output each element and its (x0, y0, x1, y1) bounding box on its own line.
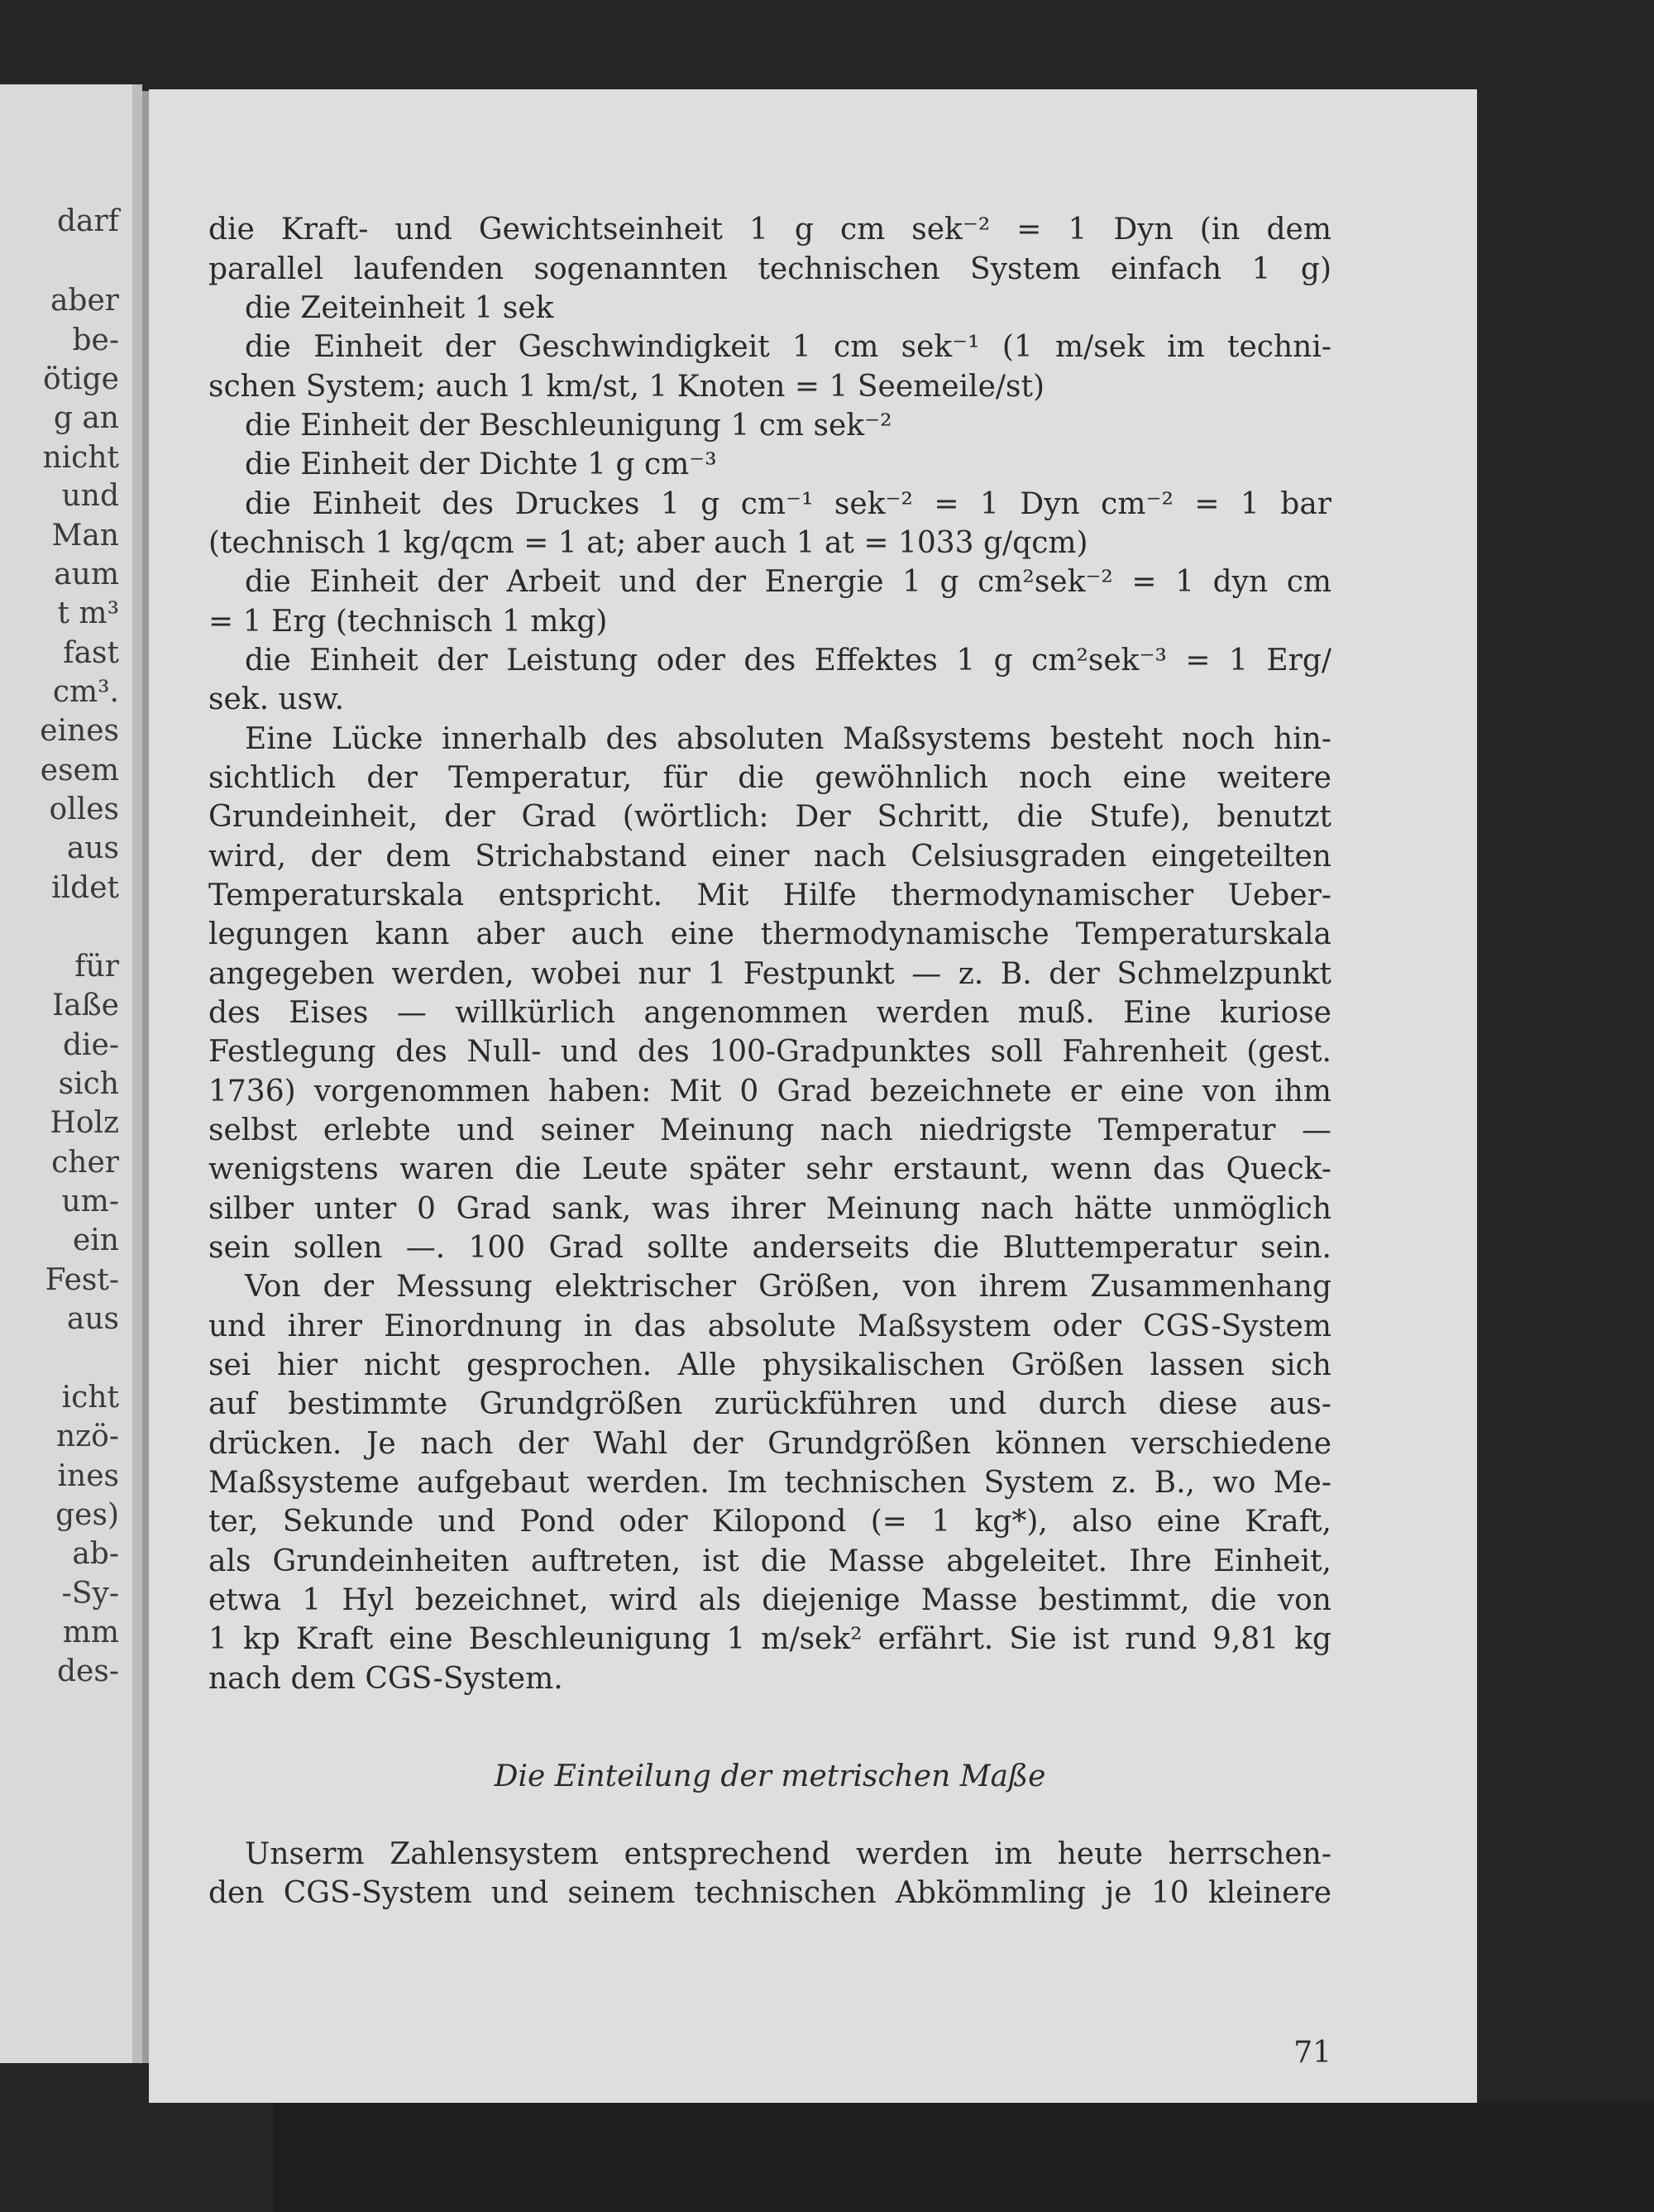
text-line: die Einheit des Druckes 1 g cm⁻¹ sek⁻² = 1 Dyn cm⁻² = 1 bar (245, 487, 1331, 521)
text-line: die Zeiteinheit 1 sek (245, 291, 554, 325)
text-line: 1 kp Kraft eine Beschleunigung 1 m/sek² erfährt. Sie ist rund 9,81 kg (208, 1622, 1331, 1656)
text-line: schen System; auch 1 km/st, 1 Knoten = 1 Seemeile/st) (208, 370, 1045, 404)
left-fragment: darf (56, 204, 119, 238)
text-line: Eine Lücke innerhalb des absoluten Maßsystems besteht noch hin- (245, 722, 1331, 756)
text-line: Unserm Zahlensystem entsprechend werden im heute herrschen- (245, 1837, 1331, 1871)
left-fragment: ab- (72, 1537, 119, 1571)
text-line: die Einheit der Geschwindigkeit 1 cm sek⁻¹ (1 m/sek im techni- (245, 330, 1331, 364)
text-line: wird, der dem Strichabstand einer nach Celsiusgraden eingeteilten (208, 840, 1331, 874)
text-line: die Einheit der Arbeit und der Energie 1 g cm²sek⁻² = 1 dyn cm (245, 565, 1331, 599)
text-line: sei hier nicht gesprochen. Alle physikalischen Größen lassen sich (208, 1348, 1331, 1382)
text-line: und ihrer Einordnung in das absolute Maßsystem oder CGS-System (208, 1309, 1331, 1343)
text-line: = 1 Erg (technisch 1 mkg) (208, 605, 608, 639)
page (149, 89, 1477, 2103)
left-fragment: icht (61, 1381, 119, 1415)
text-line: Temperaturskala entspricht. Mit Hilfe thermodynamischer Ueber- (208, 879, 1331, 912)
text-line: die Einheit der Leistung oder des Effektes 1 g cm²sek⁻³ = 1 Erg/ (245, 644, 1331, 677)
text-line: wenigstens waren die Leute später sehr erstaunt, wenn das Queck- (208, 1152, 1331, 1186)
left-fragment: mm (62, 1616, 119, 1649)
left-fragment: des- (57, 1654, 119, 1688)
left-fragment: nzö- (56, 1420, 119, 1453)
left-fragment: t m³ (57, 596, 119, 630)
text-line: Maßsysteme aufgebaut werden. Im technischen System z. B., wo Me- (208, 1466, 1331, 1500)
text-line: Grundeinheit, der Grad (wörtlich: Der Schritt, die Stufe), benutzt (208, 800, 1331, 834)
left-fragment: esem (40, 754, 119, 788)
scan-bottom-shadow (273, 2103, 1654, 2212)
text-line: als Grundeinheiten auftreten, ist die Masse abgeleitet. Ihre Einheit, (208, 1544, 1331, 1578)
text-line: ter, Sekunde und Pond oder Kilopond (= 1 kg*), also eine Kraft, (208, 1505, 1331, 1539)
left-fragment: ötige (42, 362, 119, 396)
section-title: Die Einteilung der metrischen Maße (494, 1760, 1046, 1793)
left-fragment: ildet (51, 871, 119, 905)
text-line: (technisch 1 kg/qcm = 1 at; aber auch 1 at = 1033 g/qcm) (208, 526, 1088, 560)
text-line: auf bestimmte Grundgrößen zurückführen und durch diese aus- (208, 1387, 1331, 1421)
text-line: den CGS-System und seinem technischen Abkömmling je 10 kleinere (208, 1876, 1331, 1910)
text-line: sichtlich der Temperatur, für die gewöhnlich noch eine weitere (208, 761, 1331, 795)
text-line: angegeben werden, wobei nur 1 Festpunkt — z. B. der Schmelzpunkt (208, 957, 1331, 991)
text-line: die Einheit der Beschleunigung 1 cm sek⁻² (245, 409, 892, 443)
book-gutter (142, 91, 149, 2063)
left-fragment: für (74, 950, 119, 984)
left-fragment: cher (51, 1146, 119, 1180)
text-line: des Eises — willkürlich angenommen werden muß. Eine kuriose (208, 996, 1331, 1030)
left-fragment: ines (57, 1459, 119, 1493)
left-fragment: Fest- (45, 1263, 119, 1297)
left-page-fold (132, 84, 142, 2063)
text-line: silber unter 0 Grad sank, was ihrer Meinung nach hätte unmöglich (208, 1192, 1331, 1226)
left-fragment: Holz (50, 1106, 119, 1140)
text-line: 1736) vorgenommen haben: Mit 0 Grad bezeichnete er eine von ihm (208, 1075, 1331, 1108)
text-line: Festlegung des Null- und des 100-Gradpunktes soll Fahrenheit (gest. (208, 1035, 1331, 1069)
text-line: nach dem CGS-System. (208, 1662, 563, 1696)
left-fragment: olles (49, 792, 119, 826)
text-line: drücken. Je nach der Wahl der Grundgrößen können verschiedene (208, 1427, 1331, 1461)
text-line: sek. usw. (208, 682, 345, 716)
text-line: die Kraft- und Gewichtseinheit 1 g cm sek⁻² = 1 Dyn (in dem (208, 213, 1331, 247)
left-fragment: be- (72, 323, 119, 357)
left-fragment: g an (53, 401, 119, 435)
left-fragment: -Sy- (61, 1577, 119, 1611)
text-line: legungen kann aber auch eine thermodynamische Temperaturskala (208, 917, 1331, 951)
text-line: etwa 1 Hyl bezeichnet, wird als diejenige Masse bestimmt, die von (208, 1583, 1331, 1617)
text-line: sein sollen —. 100 Grad sollte anderseits die Bluttemperatur sein. (208, 1231, 1331, 1265)
left-fragment: Iaße (51, 989, 119, 1022)
left-fragment: aber (50, 284, 119, 318)
left-fragment: Man (51, 519, 119, 553)
left-fragment: um- (61, 1185, 119, 1219)
left-fragment: nicht (42, 441, 119, 475)
left-fragment: und (61, 479, 119, 513)
left-fragment: aus (66, 831, 119, 865)
left-fragment: sich (58, 1067, 119, 1101)
text-line: die Einheit der Dichte 1 g cm⁻³ (245, 448, 717, 481)
text-line: selbst erlebte und seiner Meinung nach niedrigste Temperatur — (208, 1113, 1331, 1147)
left-fragment: aus (66, 1302, 119, 1336)
left-fragment: ges) (55, 1498, 119, 1532)
text-line: Von der Messung elektrischer Größen, von ihrem Zusammenhang (245, 1270, 1331, 1304)
text-line: parallel laufenden sogenannten technischen System einfach 1 g) (208, 252, 1331, 286)
left-fragment: cm³. (52, 675, 119, 709)
left-fragment: eines (40, 714, 119, 748)
left-fragment: die- (62, 1028, 119, 1062)
left-fragment: aum (54, 558, 119, 591)
left-page-edge (0, 84, 142, 2063)
page-number: 71 (1293, 2036, 1331, 2070)
left-fragment: fast (63, 636, 119, 670)
left-fragment: ein (72, 1223, 119, 1257)
